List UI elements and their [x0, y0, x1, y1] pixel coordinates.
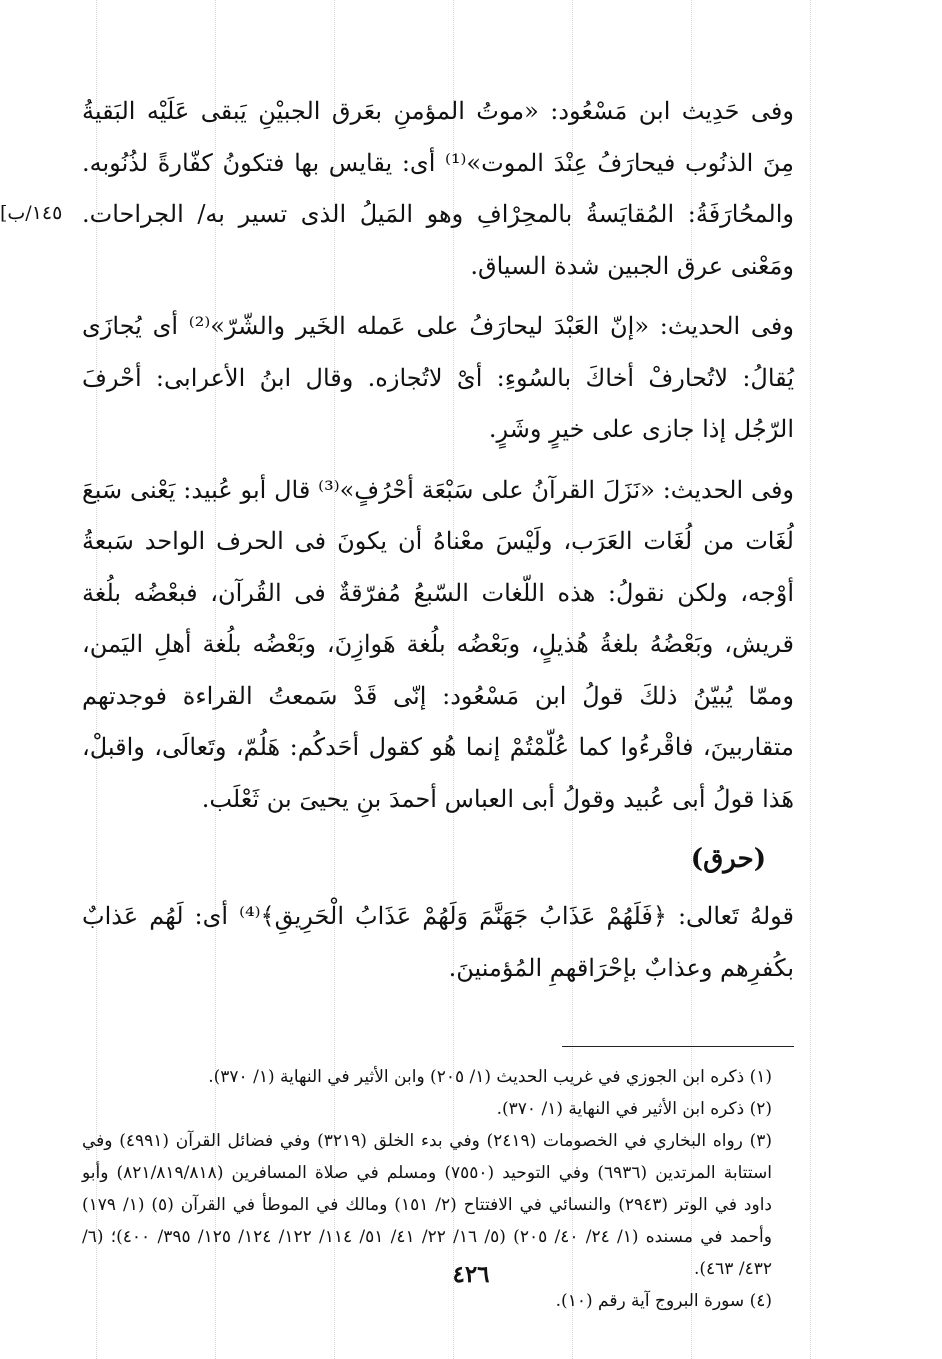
margin-reference: [١٤٥/ب [0, 202, 63, 224]
page-number: ٤٢٦ [452, 1261, 490, 1288]
footnote-separator [562, 1046, 794, 1047]
footnote: (٣) رواه البخاري في الخصومات (٢٤١٩) وفي بدء الخلق (٣٢١٩) وفي فضائل القرآن (٤٩٩١) وفي استتابة المرتدين (٦٩٣٦) وفي التوحيد (٧٥٥٠) ومسلم في صلاة المسافرين (٨٢١/٨١٩/٨١٨) وأبو داود في الوتر (٢٩٤٣) والنسائي في الافتتاح (٢/ ١٥١) ومالك في الموطأ في القرآن (٥) (١/ ١٧٩) وأحمد في مسنده (١/ ٢٤/ ٤٠/ ٢٠٥) (٥/ ١٦/ ٢٢/ ٤١/ ٥١/ ١١٤/ ١٢٢/ ١٢٤/ ١٢٥/ ٣٩٥/ ٤٠٠)؛ (٦/ ٤٣٢/ ٤٦٣). [82, 1131, 772, 1279]
footnote: (١) ذكره ابن الجوزي في غريب الحديث (١/ ٢٠٥) وابن الأثير في النهاية (١/ ٣٧٠). [208, 1067, 772, 1087]
paragraph-sabat-ahruf-hadith: وفى الحديث: «نَزَلَ القرآنُ على سَبْعَة أحْرُفٍ»⁽³⁾ قال أبو عُبيد: يَعْنى سَبعَ لُغَات من لُغَات العَرَب، ولَيْسَ معْناهُ أن يكونَ فى الحرف الواحد سَبعةُ أوْجه، ولكن نقولُ: هذه اللّغات السّبعُ مُفرّقةٌ فى القُرآن، فبعْضُه بلُغة قريش، وبَعْضُهُ بلغةُ هُذيلٍ، وبَعْضُه بلُغة هَوازِنَ، وبَعْضُه بلُغة أهلِ اليَمن، وممّا يُبيّنُ ذلكَ قولُ ابن مَسْعُود: إنّى قَدْ سَمعتُ القراءة فوجدتهم متقاربينَ، فاقْرءُوا كما عُلّمْتُمْ إنما هُو كقول أحَدكُم: هَلُمّ، وتَعالَى، واقبلْ، هَذا قولُ أبى عُبيد وقولُ أبى العباس أحمدَ بنِ يحيىَ بن ثَعْلَب. [82, 475, 795, 813]
page-body [0, 86, 795, 1317]
paragraph-ibn-masud-hadith: وفى حَدِيث ابن مَسْعُود: «موتُ المؤمنِ بعَرق الجبيْنِ يَبقى عَلَيْه البَقيةُ مِنَ الذنُوب فيحارَفُ عِنْدَ الموت»⁽¹⁾ أى: يقايس بها فتكونُ كفّارةً لذُنُوبه. والمحُارَفَةُ: المُقايَسةُ بالمحِرْافِ وهو المَيلُ الذى تسير به/ الجراحات. ومَعْنى عرق الجبين شدة السياق. [82, 97, 794, 280]
footnote: (٢) ذكره ابن الأثير في النهاية (١/ ٣٧٠). [496, 1099, 772, 1119]
paragraph-quran-verse: قولهُ تَعالى: ﴿فَلَهُمْ عَذَابُ جَهَنَّمَ وَلَهُمْ عَذَابُ الْحَرِيقِ﴾⁽⁴⁾ أى: لَهُم عَذابٌ بكُفرِهم وعذابٌ بإحْرَاقهمِ المُؤمنينَ. [82, 902, 795, 982]
paragraph-yuharaf-hadith: وفى الحديث: «إنّ العَبْدَ ليحارَفُ على عَمله الخَير والشّرّ»⁽²⁾ أى يُجازَى يُقالُ: لاتُحارفْ أخاكَ بالسُوءِ: أىْ لاتُجازه. وقال ابنُ الأعرابى: أحْرفَ الرّجُل إذا جازى على خيرٍ وشَرٍ. [82, 312, 794, 443]
grid-line [810, 0, 811, 1359]
footnote: (٤) سورة البروج آية رقم (١٠). [555, 1291, 772, 1311]
section-heading: (حرق) [690, 844, 766, 874]
